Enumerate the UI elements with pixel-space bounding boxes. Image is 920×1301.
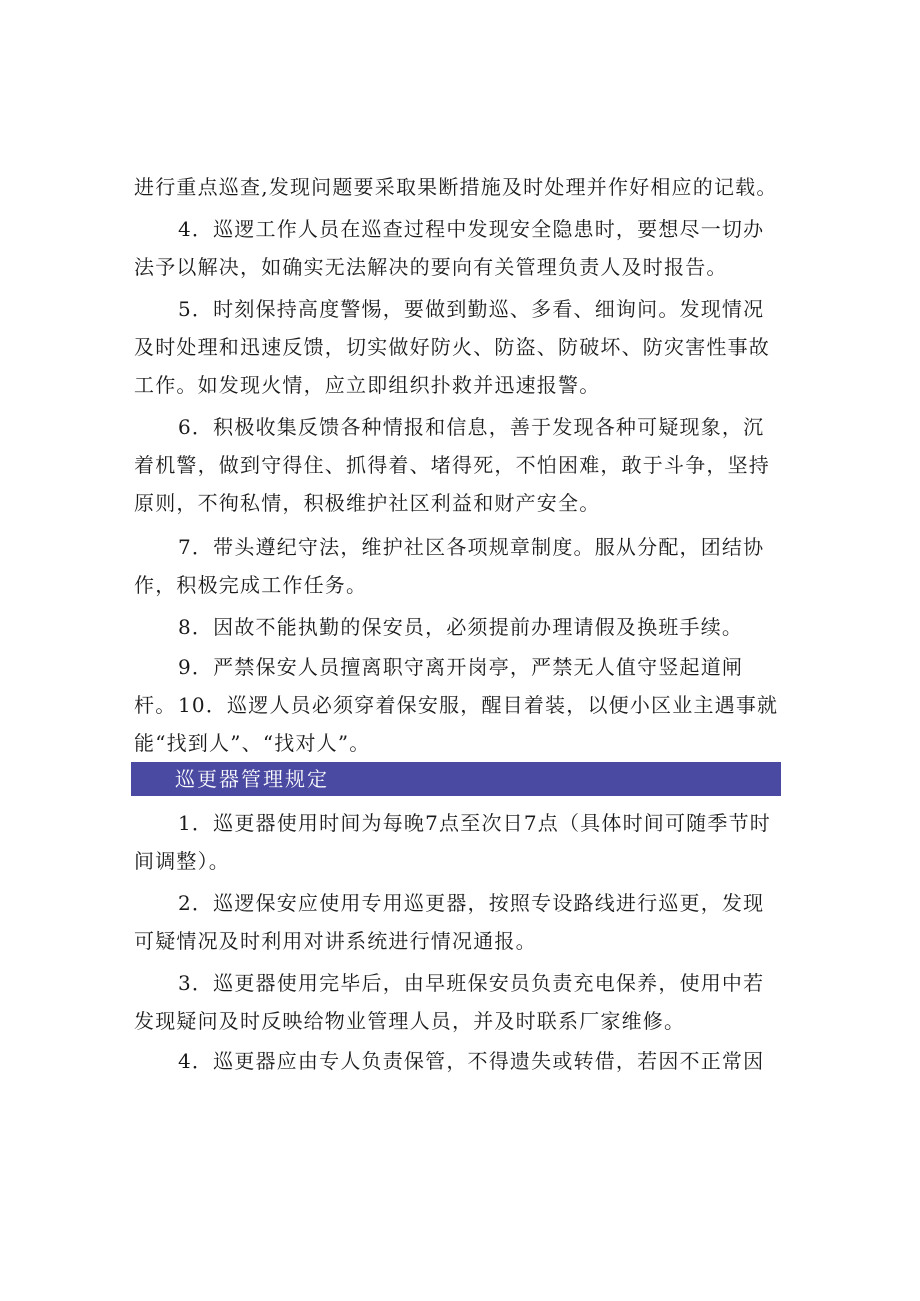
paragraph-item-8: 8．因故不能执勤的保安员，必须提前办理请假及换班手续。	[178, 615, 744, 639]
rule-item-1: 1．巡更器使用时间为每晚7点至次日7点（具体时间可随季节时间调整）。	[134, 811, 771, 873]
rule-item-2: 2．巡逻保安应使用专用巡更器，按照专设路线进行巡更，发现可疑情况及时利用对讲系统进行情况通报。	[134, 891, 765, 953]
paragraph-item-6: 6．积极收集反馈各种情报和信息，善于发现各种可疑现象，沉着机警，做到守得住、抓得着、堵得死，不怕困难，敢于斗争，坚持原则，不徇私情，积极维护社区利益和财产安全。	[134, 415, 770, 515]
paragraph-item-7: 7．带头遵纪守法，维护社区各项规章制度。服从分配，团结协作，积极完成工作任务。	[134, 535, 765, 597]
section-heading: 巡更器管理规定	[131, 762, 781, 796]
paragraph-item-9: 9．严禁保安人员擅离职守离开岗亭，严禁无人值守竖起道闸杆。	[134, 655, 744, 717]
paragraph-item-4: 4．巡逻工作人员在巡查过程中发现安全隐患时，要想尽一切办法予以解决，如确实无法解决的要向有关管理负责人及时报告。	[134, 217, 765, 279]
rule-item-4: 4．巡更器应由专人负责保管，不得遗失或转借，若因不正常因	[178, 1049, 765, 1073]
paragraph-item-10: 10．巡逻人员必须穿着保安服，醒目着装，以便小区业主遇事就能“找到人”、“找对人”。	[134, 693, 779, 755]
paragraph-continuation: 进行重点巡查,发现问题要采取果断措施及时处理并作好相应的记载。	[134, 175, 778, 199]
rule-item-3: 3．巡更器使用完毕后，由早班保安员负责充电保养，使用中若发现疑问及时反映给物业管理人员，并及时联系厂家维修。	[134, 971, 765, 1033]
paragraph-item-5: 5．时刻保持高度警惕，要做到勤巡、多看、细询问。发现情况及时处理和迅速反馈，切实做好防火、防盗、防破坏、防灾害性事故工作。如发现火情，应立即组织扑救并迅速报警。	[134, 297, 770, 397]
